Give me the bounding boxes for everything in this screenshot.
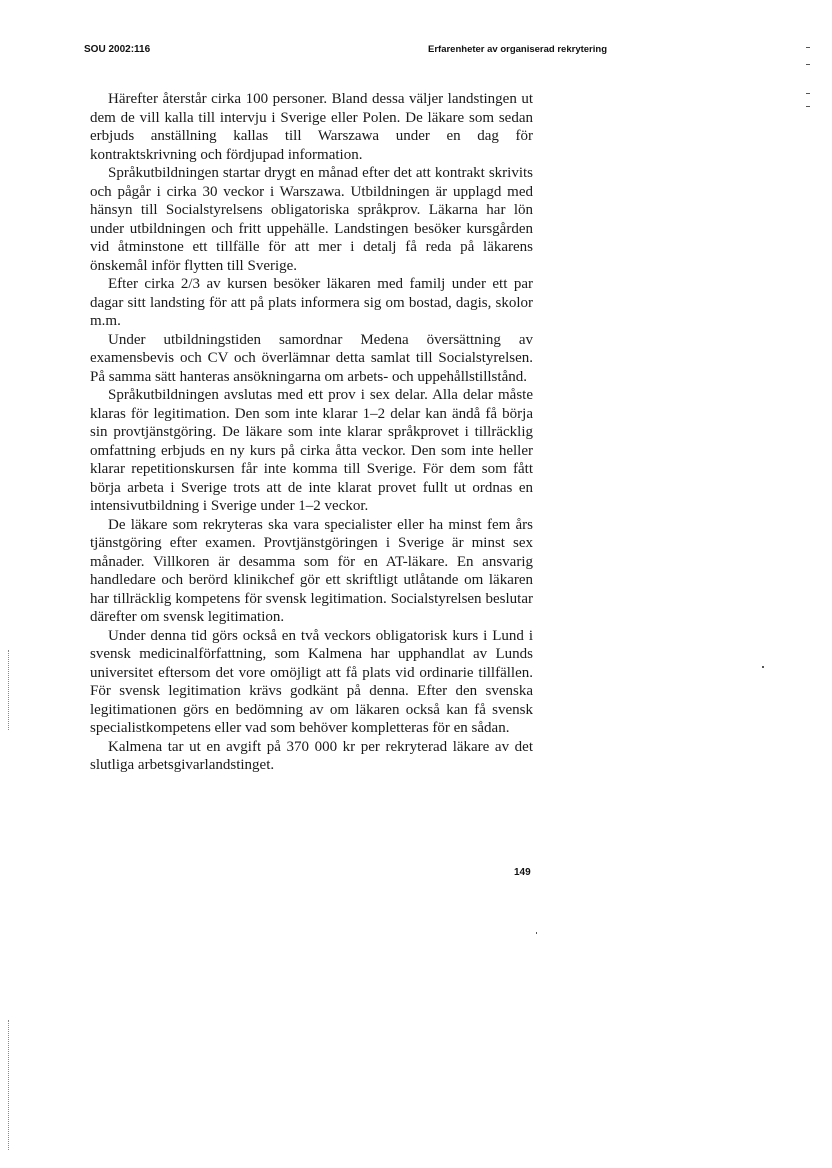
scan-mark [806, 64, 810, 65]
page-number: 149 [514, 867, 531, 878]
running-header-left: SOU 2002:116 [84, 44, 151, 55]
body-text [90, 90, 533, 775]
scan-mark [762, 666, 764, 668]
running-header-right: Erfarenheter av organiserad rekrytering [428, 44, 607, 55]
scan-mark [536, 932, 537, 934]
scan-edge-line [8, 1020, 9, 1150]
scan-mark [806, 47, 810, 48]
paragraph-5: Språkutbildningen avslutas med ett prov i sex delar. Alla delar måste klaras för legitimation. Den som inte klarar 1–2 delar kan ändå få börja sin provtjänstgöring. De läkare som inte klarar språkprovet i tillräcklig omfattning erbjuds en ny kurs på cirka åtta veckor. Den som inte heller klarar repetitionskursen får inte komma till Sverige. För dem som fått börja arbeta i Sverige trots att de inte klarat provet fullt ut ordnas en intensivutbildning i Sverige under 1–2 veckor. [90, 387, 533, 514]
scan-edge-line [8, 650, 9, 730]
paragraph-1: Härefter återstår cirka 100 personer. Bland dessa väljer landstingen ut dem de vill kalla till intervju i Sverige eller Polen. De läkare som sedan erbjuds anställning kallas till Warszawa under en dag för kontraktskrivning och fördjupad information. [90, 91, 533, 163]
paragraph-8: Kalmena tar ut en avgift på 370 000 kr per rekryterad läkare av det slutliga arbetsgivarlandstinget. [90, 738, 533, 773]
scan-mark [806, 106, 810, 107]
paragraph-3: Efter cirka 2/3 av kursen besöker läkaren med familj under ett par dagar sitt landsting för att på plats informera sig om bostad, dagis, skolor m.m. [90, 276, 533, 329]
paragraph-2: Språkutbildningen startar drygt en månad efter det att kontrakt skrivits och pågår i cirka 30 veckor i Warszawa. Utbildningen är upplagd med hänsyn till Socialstyrelsens obligatoriska språkprov. Läkarna har lön under utbildningen och fritt uppehälle. Landstingen besöker kursgården vid åtminstone ett tillfälle för att mer i detalj få reda på läkarens önskemål inför flytten till Sverige. [90, 165, 533, 274]
paragraph-6: De läkare som rekryteras ska vara specialister eller ha minst fem års tjänstgöring efter examen. Provtjänstgöringen i Sverige är minst sex månader. Villkoren är desamma som för en AT-läkare. En ansvarig handledare och berörd klinikchef gör ett skriftligt utlåtande om läkaren har tillräcklig kompetens för svensk legitimation. Socialstyrelsen beslutar därefter om svensk legitimation. [90, 516, 533, 625]
paragraph-7: Under denna tid görs också en två veckors obligatorisk kurs i Lund i svensk medicinalförfattning, som Kalmena har upphandlat av Lunds universitet eftersom det vore omöjligt att få plats vid ordinarie tillfällen. För svensk legitimation krävs godkänt på denna. Efter den svenska legitimationen görs en bedömning av om läkaren också kan få svensk specialistkompetens eller vad som behöver kompletteras för en sådan. [90, 627, 533, 736]
paragraph-4: Under utbildningstiden samordnar Medena översättning av examensbevis och CV och överlämnar detta samlat till Socialstyrelsen. På samma sätt hanteras ansökningarna om arbets- och uppehållstillstånd. [90, 331, 533, 385]
scan-mark [806, 93, 810, 94]
